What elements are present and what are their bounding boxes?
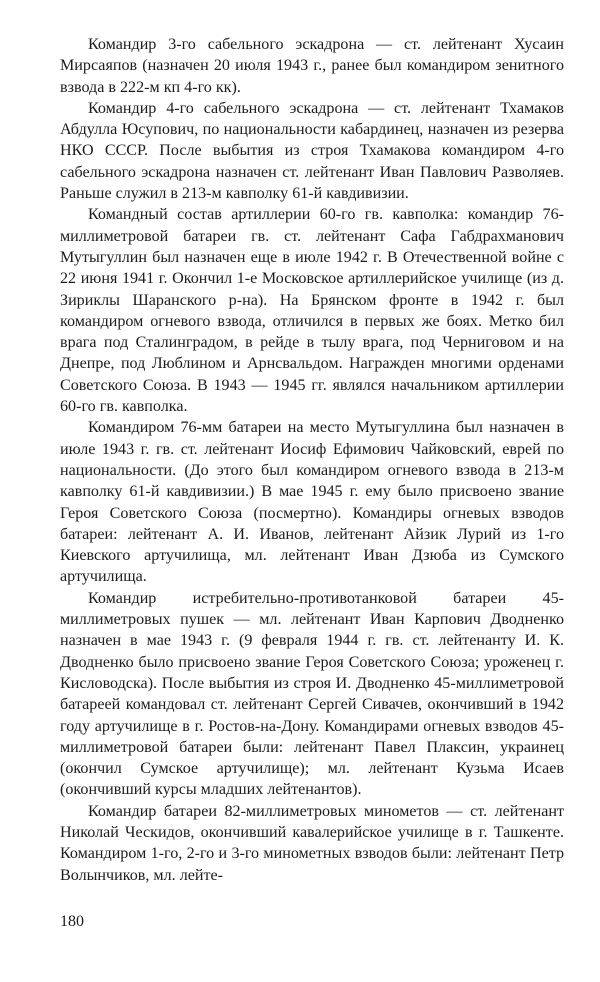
paragraph-6: Командир батареи 82-миллиметровых минометов — ст. лейтенант Николай Ческидов, окончивший кавалерийское училище в г. Ташкенте. Командиром 1-го, 2-го и 3-го минометных взводов были: лейтенант Петр Волынчиков, мл. лейте-: [60, 802, 564, 884]
paragraph-4: Командиром 76-мм батареи на место Мутыгуллина был назначен в июле 1943 г. гв. ст. лейтенант Иосиф Ефимович Чайковский, еврей по национальности. (До этого был командиром огневого взвода в 213-м кавполку 61-й кавдивизии.) В мае 1945 г. ему было присвоено звание Героя Советского Союза (посмертно). Командиры огневых взводов батареи: лейтенант А. И. Иванов, лейтенант Айзик Лурий из 1-го Киевского артучилища, мл. лейтенант Иван Дзюба из Сумского артучилища.: [60, 419, 564, 586]
page-body: [60, 34, 564, 886]
paragraph-1: Командир 3-го сабельного эскадрона — ст. лейтенант Хусаин Мирсаяпов (назначен 20 июля 1943 г., ранее был командиром зенитного взвода в 222-м кп 4-го кк).: [60, 36, 564, 96]
page-number: 180: [60, 913, 84, 930]
paragraph-5: Командир истребительно-противотанковой батареи 45-миллиметровых пушек — мл. лейтенант Иван Карпович Дводненко назначен в мае 1943 г. (9 февраля 1944 г. гв. ст. лейтенанту И. К. Дводненко было присвоено звание Героя Советского Союза; уроженец г. Кисловодска). После выбытия из строя И. Дводненко 45-миллиметровой батареей командовал ст. лейтенант Сергей Сивачев, окончивший в 1942 году артучилище в г. Ростов-на-Дону. Командирами огневых взводов 45-миллиметровой батареи были: лейтенант Павел Плаксин, украинец (окончил Сумское артучилище); мл. лейтенант Кузьма Исаев (окончивший курсы младших лейтенантов).: [60, 589, 564, 799]
paragraph-2: Командир 4-го сабельного эскадрона — ст. лейтенант Тхамаков Абдулла Юсупович, по национальности кабардинец, назначен из резерва НКО СССР. После выбытия из строя Тхамакова командиром 4-го сабельного эскадрона назначен ст. лейтенант Иван Павлович Разволяев. Раньше служил в 213-м кавполку 61-й кавдивизии.: [60, 99, 564, 203]
paragraph-3: Командный состав артиллерии 60-го гв. кавполка: командир 76-миллиметровой батареи гв. ст. лейтенант Сафа Габдрахманович Мутыгуллин был назначен еще в июле 1942 г. В Отечественной войне с 22 июня 1941 г. Окончил 1-е Московское артиллерийское училище (из д. Зириклы Шаранского р-на). На Брянском фронте в 1942 г. был командиром огневого взвода, отличился в первых же боях. Метко бил врага под Сталинградом, в рейде в тылу врага, под Черниговом и на Днепре, под Люблином и Арнсвальдом. Награжден многими орденами Советского Союза. В 1943 — 1945 гг. являлся начальником артиллерии 60-го гв. кавполка.: [60, 206, 564, 416]
